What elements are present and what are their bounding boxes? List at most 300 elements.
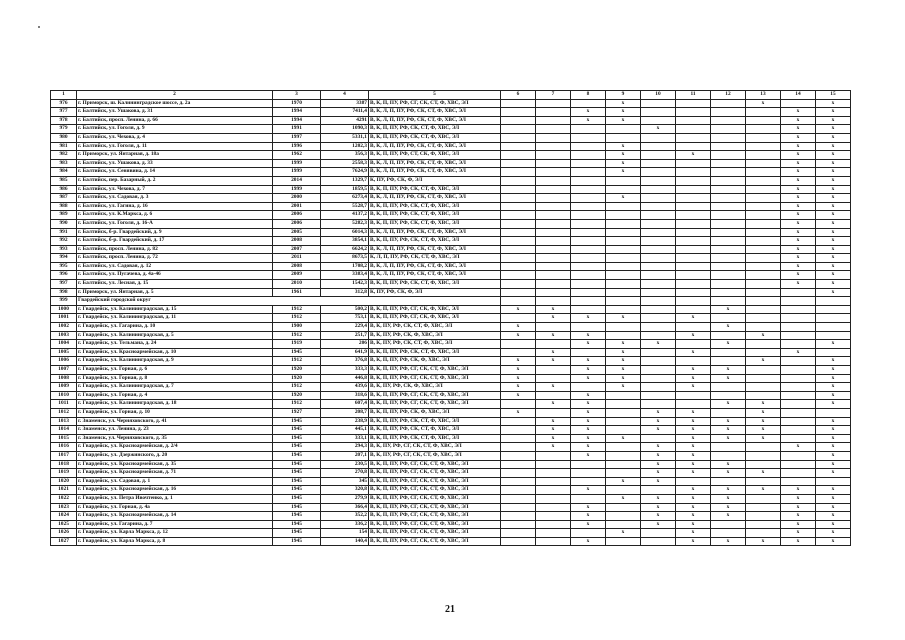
- row-number: 1021: [51, 486, 77, 495]
- area-cell: 318,6: [321, 391, 369, 400]
- mark-cell: [676, 228, 711, 237]
- mark-cell: [571, 194, 606, 203]
- row-number: 1022: [51, 494, 77, 503]
- address-cell: г. Знаменск, ул. Ленина, д. 23: [77, 426, 273, 435]
- address-cell: г. Балтийск, ул. Гоголя, д. 9: [77, 125, 273, 134]
- mark-cell: [746, 340, 781, 349]
- mark-cell: [641, 116, 676, 125]
- mark-cell: [501, 512, 536, 521]
- area-cell: 6624,2: [321, 245, 369, 254]
- mark-cell: x: [781, 443, 816, 452]
- mark-cell: [781, 383, 816, 392]
- mark-cell: [571, 168, 606, 177]
- table-row: [51, 520, 851, 529]
- mark-cell: [746, 202, 781, 211]
- mark-cell: [606, 408, 641, 417]
- mark-cell: x: [571, 108, 606, 117]
- works-codes-cell: В, К, ПУ, РФ, СК, Ф, ХВС, ЭЛ: [369, 331, 501, 340]
- mark-cell: [781, 451, 816, 460]
- mark-cell: x: [676, 443, 711, 452]
- year-cell: 1945: [273, 537, 321, 546]
- mark-cell: [536, 202, 571, 211]
- works-codes-cell: В, К, П, ПУ, РФ, СГ, СК, СТ, Ф, ХВС, ЭЛ: [369, 494, 501, 503]
- mark-cell: [606, 417, 641, 426]
- mark-cell: [606, 288, 641, 297]
- mark-cell: [606, 133, 641, 142]
- mark-cell: [501, 271, 536, 280]
- mark-cell: x: [781, 108, 816, 117]
- works-codes-cell: В, К, П, ПУ, РФ, СГ, СК, Ф, ХВС, ЭЛ: [369, 305, 501, 314]
- mark-cell: [501, 185, 536, 194]
- address-cell: г. Балтийск, ул. Ушакова, д. 31: [77, 108, 273, 117]
- mark-cell: x: [816, 434, 851, 443]
- mark-cell: [676, 159, 711, 168]
- mark-cell: [676, 254, 711, 263]
- row-number: 1002: [51, 323, 77, 332]
- mark-cell: x: [641, 494, 676, 503]
- mark-cell: x: [676, 314, 711, 323]
- row-number: 1003: [51, 331, 77, 340]
- mark-cell: [536, 262, 571, 271]
- mark-cell: [746, 503, 781, 512]
- mark-cell: x: [641, 426, 676, 435]
- mark-cell: x: [676, 529, 711, 538]
- table-row: [51, 262, 851, 271]
- mark-cell: [536, 176, 571, 185]
- area-cell: 6014,3: [321, 228, 369, 237]
- mark-cell: [746, 133, 781, 142]
- row-number: 984: [51, 168, 77, 177]
- works-codes-cell: В, К, П, ПУ, РФ, СК, Ф, ХВС, ЭЛ: [369, 357, 501, 366]
- mark-cell: [711, 228, 746, 237]
- table-row: [51, 108, 851, 117]
- mark-cell: [641, 331, 676, 340]
- area-cell: 7624,9: [321, 168, 369, 177]
- mark-cell: [536, 486, 571, 495]
- address-cell: г. Гвардейск, ул. Красноармейская, д. 2/4: [77, 443, 273, 452]
- mark-cell: [641, 357, 676, 366]
- table-row: [51, 400, 851, 409]
- row-number: 987: [51, 194, 77, 203]
- row-number: 1012: [51, 408, 77, 417]
- year-cell: 1945: [273, 348, 321, 357]
- mark-cell: x: [501, 408, 536, 417]
- mark-cell: [571, 219, 606, 228]
- year-cell: 2009: [273, 271, 321, 280]
- mark-cell: x: [571, 520, 606, 529]
- mark-cell: [641, 159, 676, 168]
- address-cell: г. Гвардейск, ул. Горная, д. 8: [77, 374, 273, 383]
- table-row: [51, 116, 851, 125]
- mark-cell: [606, 323, 641, 332]
- mark-cell: x: [781, 271, 816, 280]
- mark-cell: [676, 323, 711, 332]
- mark-cell: [501, 219, 536, 228]
- mark-cell: [781, 400, 816, 409]
- year-cell: 1945: [273, 512, 321, 521]
- mark-cell: x: [676, 366, 711, 375]
- address-cell: г. Балтийск, просп. Ленина, д. 82: [77, 245, 273, 254]
- works-codes-cell: В, К, П, ПУ, РФ, СГ, СК, СТ, Ф, ХВС, ЭЛ: [369, 512, 501, 521]
- empty-cell: [816, 297, 851, 306]
- area-cell: 1859,5: [321, 185, 369, 194]
- mark-cell: x: [816, 537, 851, 546]
- mark-cell: x: [606, 357, 641, 366]
- mark-cell: [781, 434, 816, 443]
- mark-cell: [746, 374, 781, 383]
- table-row: [51, 408, 851, 417]
- row-number: 1016: [51, 443, 77, 452]
- year-cell: 1945: [273, 529, 321, 538]
- row-number: 1007: [51, 366, 77, 375]
- address-cell: г. Балтийск, ул. Гоголя, д. 11: [77, 142, 273, 151]
- year-cell: 1997: [273, 133, 321, 142]
- mark-cell: [641, 168, 676, 177]
- mark-cell: [746, 254, 781, 263]
- mark-cell: [641, 348, 676, 357]
- mark-cell: [676, 185, 711, 194]
- address-cell: г. Балтийск, ул. Гоголя, д. 16-А: [77, 219, 273, 228]
- mark-cell: [711, 168, 746, 177]
- mark-cell: x: [711, 426, 746, 435]
- works-codes-cell: В, К, П, ПУ, РФ, СТ, СК, Ф, ХВС, ЭЛ: [369, 151, 501, 160]
- mark-cell: [711, 477, 746, 486]
- mark-cell: [676, 125, 711, 134]
- area-cell: 4137,2: [321, 211, 369, 220]
- mark-cell: x: [571, 340, 606, 349]
- mark-cell: [781, 417, 816, 426]
- mark-cell: [711, 391, 746, 400]
- mark-cell: [501, 108, 536, 117]
- mark-cell: x: [781, 512, 816, 521]
- mark-cell: x: [676, 486, 711, 495]
- mark-cell: [501, 142, 536, 151]
- row-number: 1023: [51, 503, 77, 512]
- mark-cell: x: [571, 408, 606, 417]
- mark-cell: x: [816, 202, 851, 211]
- mark-cell: [641, 305, 676, 314]
- mark-cell: x: [711, 305, 746, 314]
- table-row: [51, 443, 851, 452]
- works-codes-cell: В, К, ПУ, РФ, СГ, СК, СТ, Ф, ХВС, ЭЛ: [369, 451, 501, 460]
- works-codes-cell: В, К, П, ПУ, РФ, СГ, СК, СТ, Ф, ХВС, ЭЛ: [369, 469, 501, 478]
- mark-cell: x: [606, 108, 641, 117]
- column-number: 14: [781, 91, 816, 100]
- works-codes-cell: В, К, П, ПУ, РФ, СК, СТ, Ф, ХВС, ЭЛ: [369, 434, 501, 443]
- mark-cell: x: [606, 168, 641, 177]
- year-cell: 2006: [273, 211, 321, 220]
- area-cell: 5331,1: [321, 133, 369, 142]
- table-row: [51, 288, 851, 297]
- mark-cell: [676, 219, 711, 228]
- mark-cell: [711, 211, 746, 220]
- mark-cell: x: [816, 254, 851, 263]
- year-cell: 1945: [273, 486, 321, 495]
- address-cell: г. Гвардейск, ул. Калининградская, д. 11: [77, 314, 273, 323]
- mark-cell: x: [816, 469, 851, 478]
- address-cell: г. Гвардейск, ул. Горная, д. 10: [77, 408, 273, 417]
- mark-cell: [641, 323, 676, 332]
- mark-cell: x: [536, 314, 571, 323]
- mark-cell: [746, 125, 781, 134]
- mark-cell: x: [816, 176, 851, 185]
- works-codes-cell: В, К, П, ПУ, РФ, СК, СТ, Ф, ХВС, ЭЛ: [369, 219, 501, 228]
- mark-cell: [711, 185, 746, 194]
- mark-cell: [571, 288, 606, 297]
- mark-cell: x: [676, 469, 711, 478]
- row-number: 1018: [51, 460, 77, 469]
- mark-cell: x: [781, 228, 816, 237]
- row-number: 1014: [51, 426, 77, 435]
- year-cell: 1912: [273, 383, 321, 392]
- works-codes-cell: В, К, П, ПУ, РФ, СГ, СК, СТ, Ф, ХВС, ЭЛ: [369, 477, 501, 486]
- mark-cell: x: [501, 331, 536, 340]
- mark-cell: [746, 305, 781, 314]
- works-codes-cell: В, К, П, ПУ, РФ, СК, СТ, Ф, ХВС, ЭЛ: [369, 280, 501, 289]
- mark-cell: [571, 383, 606, 392]
- address-cell: г. Гвардейск, ул. Карла Маркса, д. 12: [77, 529, 273, 538]
- mark-cell: [641, 271, 676, 280]
- mark-cell: [746, 323, 781, 332]
- mark-cell: [676, 142, 711, 151]
- mark-cell: [676, 271, 711, 280]
- address-cell: г. Гвардейск, ул. Калининградская, д. 9: [77, 357, 273, 366]
- mark-cell: x: [746, 357, 781, 366]
- mark-cell: x: [641, 451, 676, 460]
- area-cell: 1329,7: [321, 176, 369, 185]
- mark-cell: x: [816, 237, 851, 246]
- works-codes-cell: В, К, П, ПУ, РФ, СГ, СК, СТ, Ф, ХВС, ЭЛ: [369, 486, 501, 495]
- mark-cell: [676, 194, 711, 203]
- table-row: [51, 142, 851, 151]
- mark-cell: [676, 288, 711, 297]
- mark-cell: [711, 357, 746, 366]
- mark-cell: [536, 408, 571, 417]
- mark-cell: [676, 202, 711, 211]
- mark-cell: x: [816, 417, 851, 426]
- mark-cell: x: [816, 245, 851, 254]
- empty-cell: [501, 297, 536, 306]
- mark-cell: x: [781, 151, 816, 160]
- mark-cell: [711, 529, 746, 538]
- mark-cell: [606, 451, 641, 460]
- mark-cell: x: [711, 434, 746, 443]
- mark-cell: [606, 125, 641, 134]
- area-cell: 230,5: [321, 460, 369, 469]
- mark-cell: x: [571, 426, 606, 435]
- mark-cell: [641, 366, 676, 375]
- table-row: [51, 125, 851, 134]
- row-number: 1004: [51, 340, 77, 349]
- column-number: 15: [816, 91, 851, 100]
- area-cell: 336,2: [321, 520, 369, 529]
- address-cell: г. Гвардейск, ул. Тельмана, д. 24: [77, 340, 273, 349]
- mark-cell: x: [676, 434, 711, 443]
- mark-cell: [501, 503, 536, 512]
- area-cell: 7411,4: [321, 108, 369, 117]
- works-codes-cell: В, К, Л, П, ПУ, РФ, СК, СТ, Ф, ХВС, ЭЛ: [369, 245, 501, 254]
- row-number: 981: [51, 142, 77, 151]
- mark-cell: [641, 374, 676, 383]
- year-cell: 1996: [273, 142, 321, 151]
- mark-cell: [816, 408, 851, 417]
- address-cell: г. Гвардейск, ул. Красноармейская, д. 71: [77, 469, 273, 478]
- area-cell: 356,3: [321, 151, 369, 160]
- mark-cell: x: [571, 443, 606, 452]
- housing-register-table: [50, 90, 851, 546]
- works-codes-cell: В, К, П, ПУ, РФ, СГ, СК, СТ, Ф, ХВС, ЭЛ: [369, 374, 501, 383]
- area-cell: 333,1: [321, 434, 369, 443]
- mark-cell: [571, 142, 606, 151]
- year-cell: 1920: [273, 391, 321, 400]
- mark-cell: [501, 288, 536, 297]
- mark-cell: [781, 357, 816, 366]
- address-cell: г. Гвардейск, ул. Калининградская, д. 7: [77, 383, 273, 392]
- mark-cell: x: [676, 451, 711, 460]
- mark-cell: [711, 443, 746, 452]
- mark-cell: [501, 159, 536, 168]
- mark-cell: [781, 331, 816, 340]
- mark-cell: [641, 537, 676, 546]
- mark-cell: [641, 211, 676, 220]
- mark-cell: [746, 383, 781, 392]
- address-cell: г. Гвардейск, ул. Красноармейская, д. 14: [77, 512, 273, 521]
- mark-cell: [676, 108, 711, 117]
- mark-cell: [536, 151, 571, 160]
- address-cell: г. Гвардейск, ул. Горная, д. 6: [77, 366, 273, 375]
- mark-cell: [641, 391, 676, 400]
- mark-cell: [571, 176, 606, 185]
- works-codes-cell: В, К, П, ПУ, РФ, СГ, СК, СТ, Ф, ХВС, ЭЛ: [369, 529, 501, 538]
- row-number: 979: [51, 125, 77, 134]
- mark-cell: [711, 245, 746, 254]
- row-number: 998: [51, 288, 77, 297]
- mark-cell: [571, 280, 606, 289]
- works-codes-cell: В, К, П, ПУ, РФ, СК, СТ, Ф, ХВС, ЭЛ: [369, 125, 501, 134]
- mark-cell: x: [606, 314, 641, 323]
- year-cell: 1912: [273, 357, 321, 366]
- mark-cell: [746, 194, 781, 203]
- row-number: 1017: [51, 451, 77, 460]
- works-codes-cell: К, ПУ, РФ, СК, Ф, ЭЛ: [369, 176, 501, 185]
- mark-cell: [536, 99, 571, 108]
- mark-cell: [536, 520, 571, 529]
- mark-cell: x: [781, 202, 816, 211]
- mark-cell: x: [676, 374, 711, 383]
- mark-cell: [536, 503, 571, 512]
- table-row: [51, 383, 851, 392]
- mark-cell: [501, 151, 536, 160]
- area-cell: 207,1: [321, 451, 369, 460]
- mark-cell: [781, 314, 816, 323]
- year-cell: 2008: [273, 262, 321, 271]
- area-cell: 208,7: [321, 408, 369, 417]
- mark-cell: [536, 469, 571, 478]
- mark-cell: x: [641, 503, 676, 512]
- mark-cell: x: [676, 520, 711, 529]
- mark-cell: [746, 271, 781, 280]
- mark-cell: [536, 366, 571, 375]
- mark-cell: [746, 142, 781, 151]
- mark-cell: [711, 151, 746, 160]
- year-cell: 2011: [273, 254, 321, 263]
- area-cell: 345: [321, 477, 369, 486]
- mark-cell: x: [816, 108, 851, 117]
- mark-cell: [746, 520, 781, 529]
- mark-cell: [501, 314, 536, 323]
- mark-cell: [571, 262, 606, 271]
- address-cell: г. Балтийск, б-р. Гвардейский, д. 9: [77, 228, 273, 237]
- mark-cell: [781, 408, 816, 417]
- mark-cell: [571, 211, 606, 220]
- table-row: [51, 391, 851, 400]
- mark-cell: x: [816, 99, 851, 108]
- mark-cell: [501, 451, 536, 460]
- mark-cell: x: [606, 194, 641, 203]
- mark-cell: [501, 254, 536, 263]
- mark-cell: [746, 108, 781, 117]
- mark-cell: [536, 237, 571, 246]
- column-number: 10: [641, 91, 676, 100]
- empty-cell: [606, 297, 641, 306]
- row-number: 996: [51, 271, 77, 280]
- mark-cell: x: [536, 348, 571, 357]
- mark-cell: [711, 125, 746, 134]
- mark-cell: x: [676, 383, 711, 392]
- mark-cell: [501, 426, 536, 435]
- mark-cell: [571, 228, 606, 237]
- mark-cell: x: [536, 383, 571, 392]
- mark-cell: [816, 323, 851, 332]
- year-cell: 2001: [273, 202, 321, 211]
- mark-cell: [501, 202, 536, 211]
- mark-cell: [641, 529, 676, 538]
- row-number: 994: [51, 254, 77, 263]
- mark-cell: [536, 168, 571, 177]
- year-cell: 1945: [273, 417, 321, 426]
- mark-cell: x: [816, 288, 851, 297]
- mark-cell: x: [606, 529, 641, 538]
- mark-cell: [606, 520, 641, 529]
- area-cell: 8673,5: [321, 254, 369, 263]
- mark-cell: x: [536, 400, 571, 409]
- table-row: [51, 314, 851, 323]
- address-cell: г. Гвардейск, ул. Красноармейская, д. 35: [77, 460, 273, 469]
- address-cell: г. Балтийск, просп. Ленина, д. 66: [77, 116, 273, 125]
- mark-cell: [781, 288, 816, 297]
- mark-cell: x: [536, 305, 571, 314]
- row-number: 986: [51, 185, 77, 194]
- year-cell: 2007: [273, 245, 321, 254]
- mark-cell: [746, 219, 781, 228]
- year-cell: 1912: [273, 400, 321, 409]
- table-row: [51, 503, 851, 512]
- mark-cell: x: [816, 503, 851, 512]
- mark-cell: [501, 469, 536, 478]
- mark-cell: [606, 185, 641, 194]
- works-codes-cell: В, К, П, ПУ, РФ, СГ, СК, СТ, Ф, ХВС, ЭЛ: [369, 99, 501, 108]
- mark-cell: [501, 486, 536, 495]
- mark-cell: [641, 262, 676, 271]
- mark-cell: x: [571, 374, 606, 383]
- mark-cell: [501, 176, 536, 185]
- mark-cell: [746, 348, 781, 357]
- works-codes-cell: В, К, П, ПУ, РФ, СГ, СК, СТ, Ф, ХВС, ЭЛ: [369, 520, 501, 529]
- mark-cell: [571, 133, 606, 142]
- area-cell: 140,4: [321, 537, 369, 546]
- year-cell: 1991: [273, 125, 321, 134]
- year-cell: 1999: [273, 159, 321, 168]
